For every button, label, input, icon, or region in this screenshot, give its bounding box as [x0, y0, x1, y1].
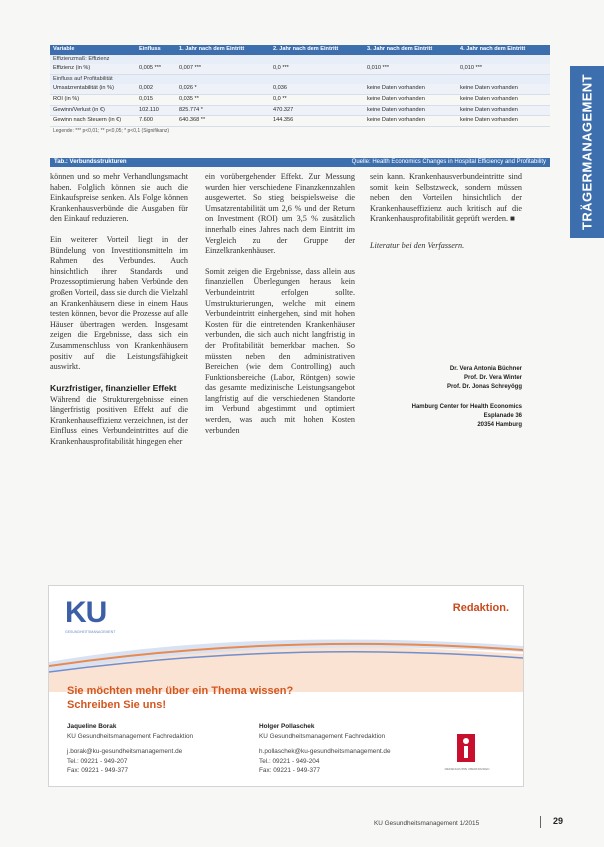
publisher-emblem-label: MEDIENGRUPPE OBERFRANKEN [444, 767, 490, 771]
results-table [50, 45, 550, 136]
ku-logo-subtitle: GESUNDHEITSMANAGEMENT [65, 630, 116, 634]
article-paragraph: Somit zeigen die Ergebnisse, dass allein aus finanziellen Überlegungen heraus kein Verbundeintritt erfolgen sollte. Umstrukturierungen, welche mit einem Verbundeintritt einhergehen, sind mit hohen Kosten für die eintretenden Krankenhäuser verbunden, die sich auch nicht langfristig in der Profitabilität bemerkbar machen. So müssten neben den administrativen Bereichen (wie dem Controlling) auch Funktionsbereiche (Labor, Röntgen) sowie das gesamte medizinische Leistungsangebot langfristig auf die verschiedenen Standorte im Verbund abgestimmt und optimiert werden, was auch mit hohen Kosten verbunden [205, 266, 355, 435]
article-paragraph: Ein weiterer Vorteil liegt in der Bündelung von Investitionsmitteln im Rahmen des Verbundes. Auch hinsichtlich ihrer Standards und Prozessoptimierung haben Verbünde den großen Vorteil, dass sie durch die Vielzahl an Krankenhäusern diese in einem Haus testen können, bevor die Prozesse auf alle Häuser übertragen werden. Insgesamt zeigen die Ergebnisse, dass sich ein Zusammenschluss von Krankenhäusern positiv auf die Leistungsfähigkeit auswirkt. [50, 234, 188, 372]
table-header-cell: 3. Jahr nach dem Eintritt [364, 45, 457, 55]
table-cell: 0,010 *** [457, 64, 550, 74]
table-header-row [50, 45, 550, 55]
article-paragraph: Während die Strukturergebnisse einen längerfristig positiven Effekt auf die Krankenhauseffizienz verzeichnen, ist der Einfluss eines Verbundeintrittes auf die Krankenhausprofitabilität hingegen eher [50, 394, 188, 447]
author-city: 20354 Hamburg [477, 422, 522, 429]
table-cell: Effizienz (in %) [50, 64, 136, 74]
table-header-cell: 4. Jahr nach dem Eintritt [457, 45, 550, 55]
contact-phone: Tel.: 09221 - 949-204 [259, 757, 320, 765]
table-footnote-row [50, 126, 550, 136]
contact-phone: Tel.: 09221 - 949-207 [67, 757, 128, 765]
table-row [50, 84, 550, 94]
author-name: Prof. Dr. Vera Winter [464, 375, 522, 382]
table-cell: keine Daten vorhanden [364, 94, 457, 105]
table-cell: Umsatzrentabilität (in %) [50, 84, 136, 94]
table-cell: keine Daten vorhanden [457, 84, 550, 94]
article-paragraph: sein kann. Krankenhausverbundeintritte sind somit kein Selbstzweck, sondern müssen neben den Vorteilen hinsichtlich der Krankenhauseffizienz auch kritisch auf die Krankenhausprofitabilität geprüft werden. ■ [370, 172, 522, 224]
contact-card [259, 722, 391, 776]
author-name: Prof. Dr. Jonas Schreyögg [446, 384, 522, 391]
contact-role: KU Gesundheitsmanagement Fachredaktion [259, 732, 386, 740]
literature-note: Literatur bei den Verfassern. [370, 240, 465, 250]
table-cell: 470.327 [270, 105, 364, 116]
table-cell: 0,0 *** [270, 64, 364, 74]
contact-email[interactable]: j.borak@ku-gesundheitsmanagement.de [67, 748, 183, 756]
table-cell: 0,007 *** [176, 64, 270, 74]
table-row [50, 116, 550, 127]
table-caption-bar [50, 158, 550, 167]
table-cell: keine Daten vorhanden [364, 84, 457, 94]
footer-divider [540, 816, 541, 828]
ad-redaktion-label: Redaktion. [452, 602, 509, 614]
table-cell: ROI (in %) [50, 94, 136, 105]
wave-decoration [49, 632, 523, 692]
table-cell: 0,035 ** [176, 94, 270, 105]
table-cell: 0,026 * [176, 84, 270, 94]
table-cell: keine Daten vorhanden [457, 116, 550, 127]
table-cell: 144.356 [270, 116, 364, 127]
author-institution: Hamburg Center for Health Economics [411, 403, 522, 410]
contact-fax: Fax: 09221 - 949-377 [259, 767, 321, 775]
table-cell: 0,015 [136, 94, 176, 105]
table-section-label: Effizienzmaß: Effizienz [50, 55, 550, 65]
table-caption: Tab.: Verbundsstrukturen [54, 159, 127, 165]
page-number: 29 [553, 816, 564, 826]
author-name: Dr. Vera Antonia Büchner [449, 366, 522, 372]
section-tab [570, 66, 604, 238]
table-row [50, 105, 550, 116]
table-cell: Gewinn nach Steuern (in €) [50, 116, 136, 127]
article-paragraph: können und so mehr Verhandlungsmacht haben. Folglich können sie auch die Einkaufspreise senken. Als Folge können Krankenhausverbünde die Ausgaben für den Einkauf reduzieren. [50, 172, 188, 224]
footer-publication: KU Gesundheitsmanagement 1/2015 [374, 820, 480, 827]
table-header-cell: 2. Jahr nach dem Eintritt [270, 45, 364, 55]
table-cell: 0,0 ** [270, 94, 364, 105]
table-cell: 0,002 [136, 84, 176, 94]
contact-card [67, 722, 193, 776]
table-header-cell: 1. Jahr nach dem Eintritt [176, 45, 270, 55]
table-cell: keine Daten vorhanden [364, 116, 457, 127]
table-cell: 102.110 [136, 105, 176, 116]
redaktion-ad [48, 585, 524, 787]
table-source: Quelle: Health Economics Changes in Hospital Efficiency and Profitability [351, 159, 546, 165]
author-block [370, 365, 522, 430]
table-cell: 0,036 [270, 84, 364, 94]
author-street: Esplanade 36 [483, 412, 522, 419]
table-cell: Gewinn/Verlust (in €) [50, 105, 136, 116]
table-cell: keine Daten vorhanden [364, 105, 457, 116]
ad-headline-line: Schreiben Sie uns! [67, 699, 167, 711]
table-section-row [50, 55, 550, 65]
section-tab-label: TRÄGERMANAGEMENT [579, 74, 595, 230]
ku-logo: KU [65, 596, 107, 629]
table-cell: 0,010 *** [364, 64, 457, 74]
table-cell: 0,005 *** [136, 64, 176, 74]
table-section-label: Einfluss auf Profitabilität [50, 74, 550, 84]
article-subheading: Kurzfristiger, finanzieller Effekt [50, 382, 177, 393]
table-cell: 640.368 ** [176, 116, 270, 127]
contact-role: KU Gesundheitsmanagement Fachredaktion [67, 732, 194, 740]
article-paragraph: ein vorübergehender Effekt. Zur Messung wurden hier verschiedene Finanzkennzahlen ausgewertet. So stieg beispielsweise die Umsatzrentabilität um 2,6 % und der Return on Investment (ROI) um 3,5 % zusätzlich innerhalb eines Jahres nach dem Eintritt im Vergleich zu der Gruppe der Einzelkrankenhäuser. [205, 172, 355, 256]
contact-fax: Fax: 09221 - 949-377 [67, 767, 129, 775]
ad-headline-line: Sie möchten mehr über ein Thema wissen? [67, 685, 294, 697]
article-column-2 [205, 172, 355, 446]
article-column-3 [370, 172, 522, 262]
contact-email[interactable]: h.pollaschek@ku-gesundheitsmanagement.de [259, 748, 391, 756]
table-section-row [50, 74, 550, 84]
table-cell: 7.600 [136, 116, 176, 127]
table-footnote: Legende: *** p<0,01; ** p<0,05; * p<0,1 (Signifikanz) [53, 127, 170, 134]
table-cell: 825.774 * [176, 105, 270, 116]
table-cell: keine Daten vorhanden [457, 94, 550, 105]
table-row [50, 64, 550, 74]
contact-name: Jaqueline Borak [67, 723, 117, 730]
table-cell: keine Daten vorhanden [457, 105, 550, 116]
contact-name: Holger Pollaschek [259, 723, 315, 730]
ad-headline [67, 684, 293, 712]
table-header-cell: Einfluss [136, 45, 176, 55]
table-row [50, 94, 550, 105]
table-header-cell: Variable [50, 45, 136, 55]
article-column-1 [50, 172, 188, 458]
